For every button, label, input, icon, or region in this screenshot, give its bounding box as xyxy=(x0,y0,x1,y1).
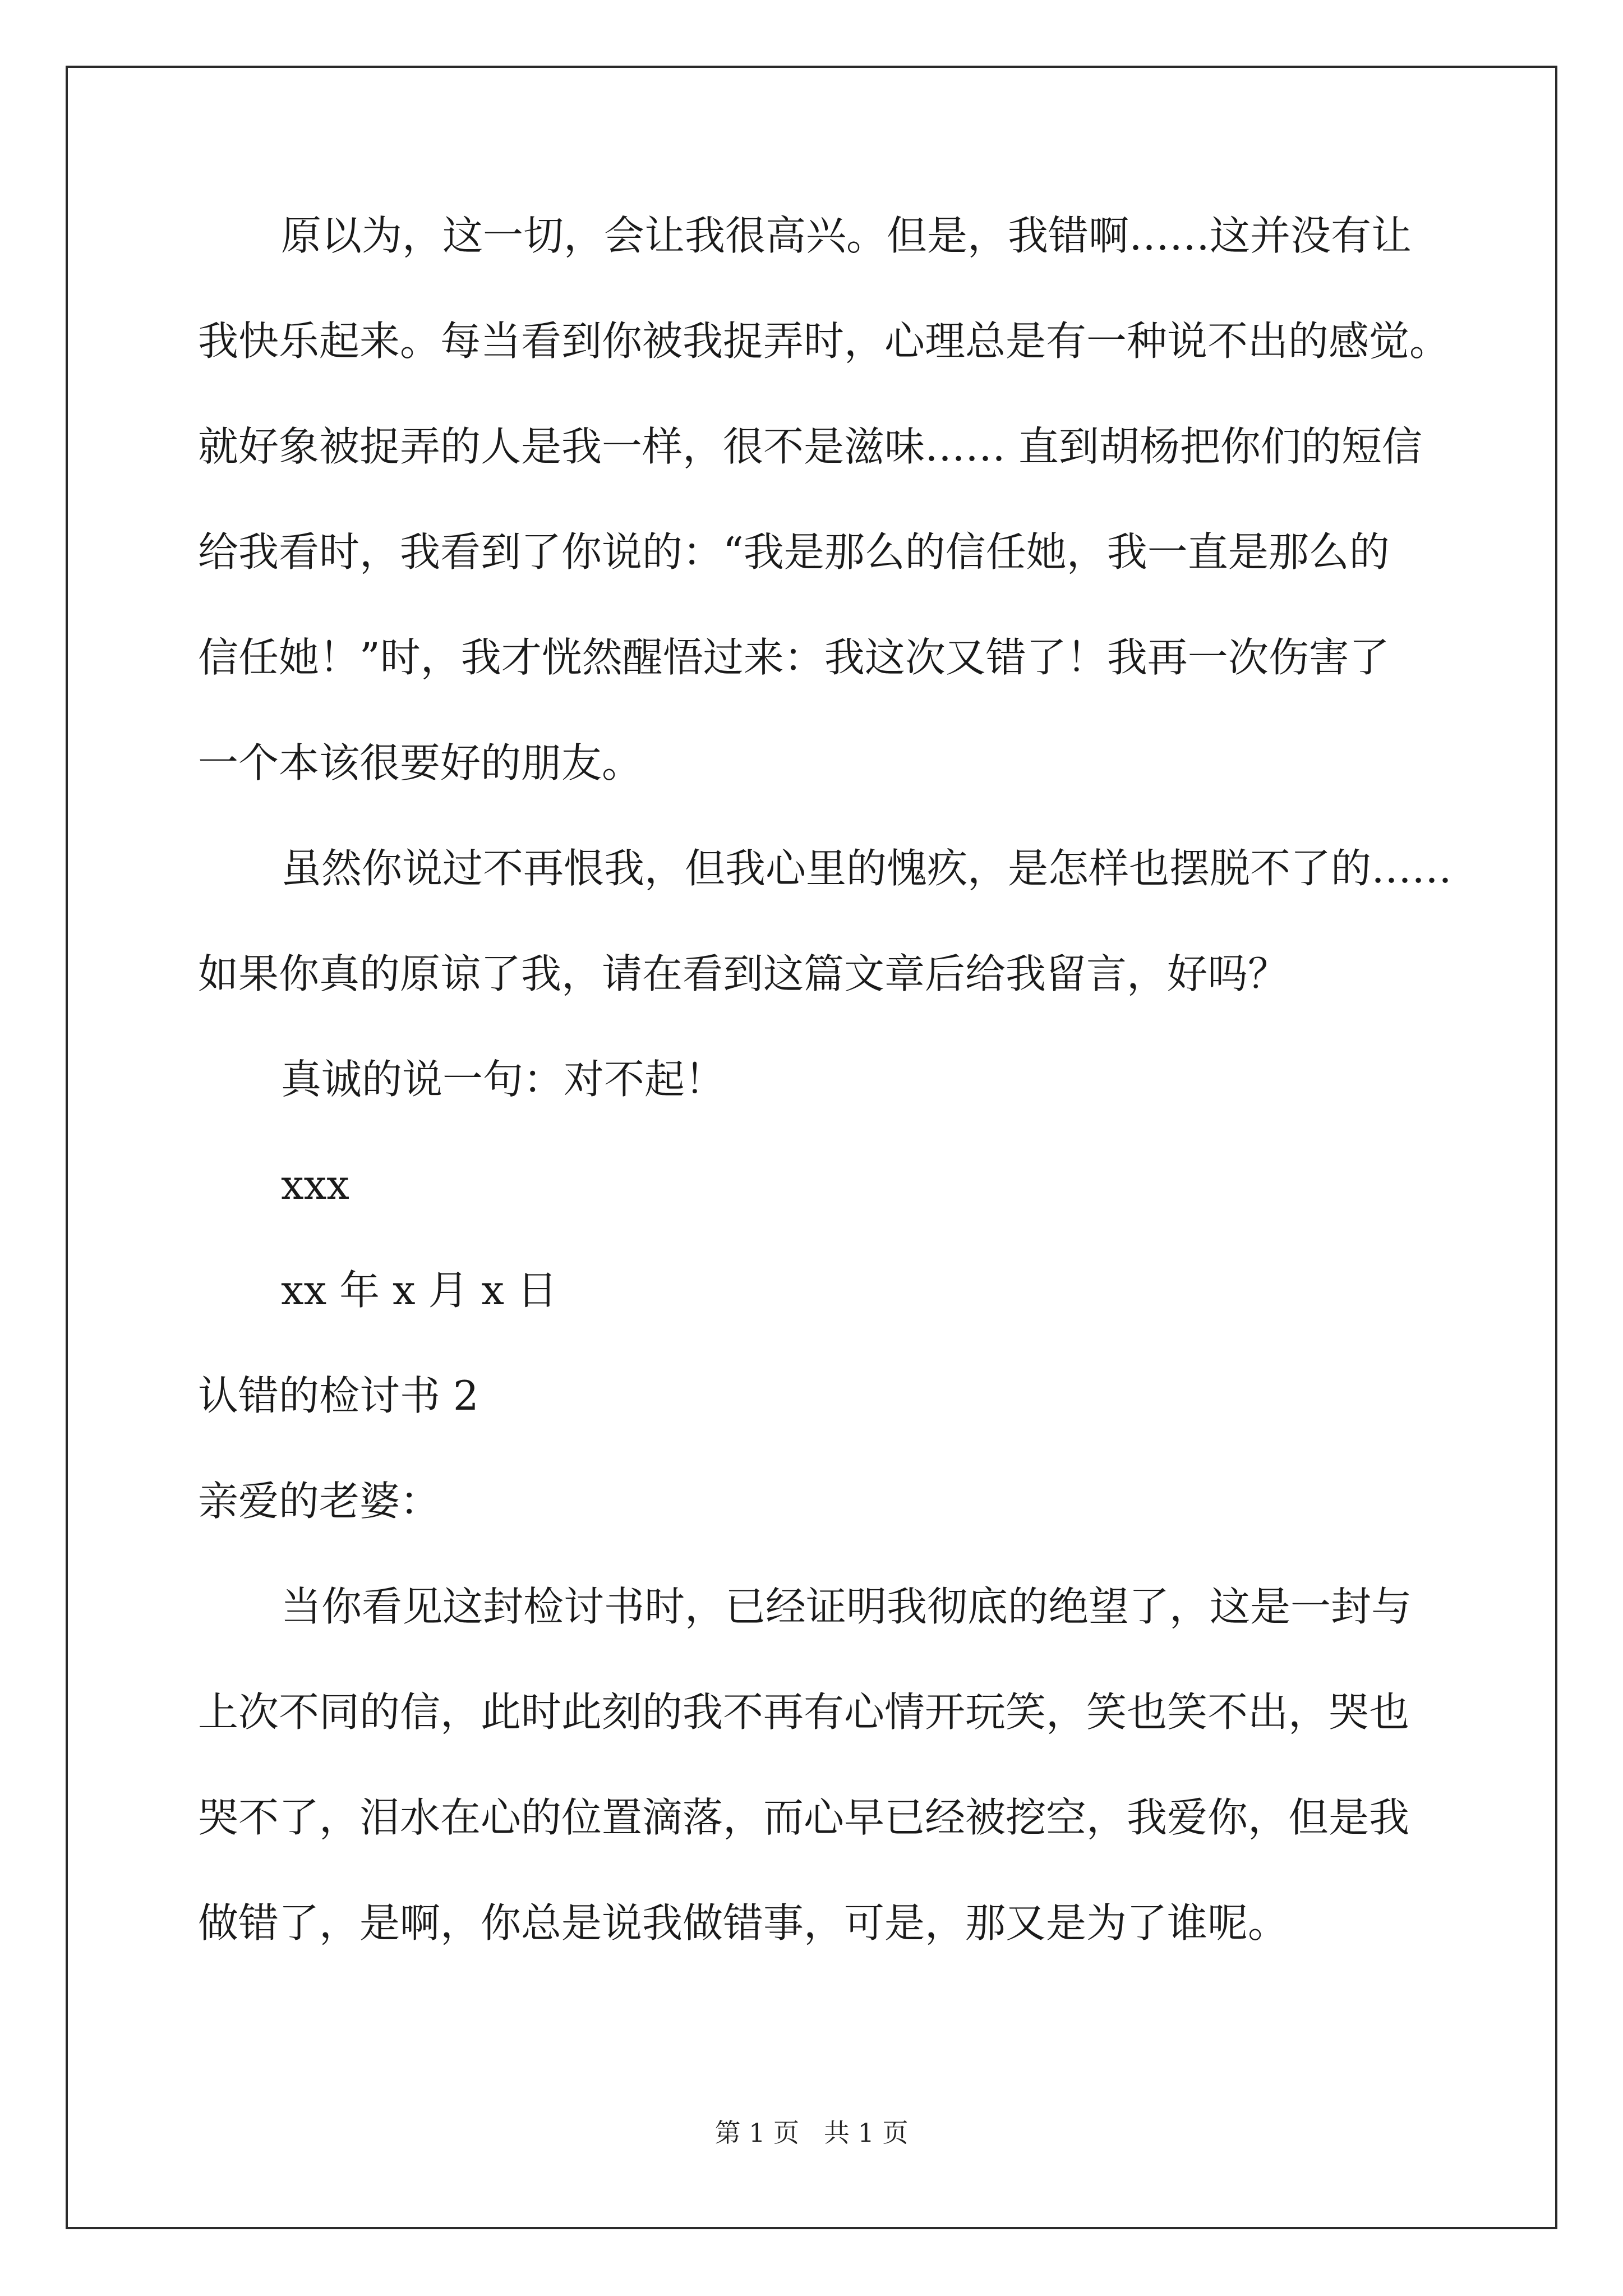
paragraph-line: 虽然你说过不再恨我，但我心里的愧疚，是怎样也摆脱不了的…… xyxy=(281,845,1453,892)
paragraph-line: 如果你真的原谅了我，请在看到这篇文章后给我留言，好吗？ xyxy=(198,950,1289,997)
signature-date: xx 年 x 月 x 日 xyxy=(281,1267,557,1314)
paragraph-line: 上次不同的信，此时此刻的我不再有心情开玩笑，笑也笑不出，哭也 xyxy=(198,1688,1410,1736)
paragraph-line: 当你看见这封检讨书时，已经证明我彻底的绝望了，这是一封与 xyxy=(281,1583,1412,1630)
paragraph-line: 真诚的说一句：对不起！ xyxy=(281,1056,726,1103)
section-title: 认错的检讨书 2 xyxy=(198,1372,479,1419)
paragraph-line: 就好象被捉弄的人是我一样，很不是滋味…… 直到胡杨把你们的短信 xyxy=(198,423,1422,470)
page-footer xyxy=(0,2116,1623,2150)
paragraph-line: 原以为，这一切，会让我很高兴。但是，我错啊……这并没有让 xyxy=(281,212,1412,259)
signature-name: xxx xyxy=(281,1161,349,1208)
salutation: 亲爱的老婆： xyxy=(198,1478,441,1525)
page-total: 共 1 页 xyxy=(823,2118,909,2148)
paragraph-line: 给我看时，我看到了你说的：“我是那么的信任她，我一直是那么的 xyxy=(198,528,1390,576)
paragraph-line: 我快乐起来。每当看到你被我捉弄时，心理总是有一种说不出的感觉。 xyxy=(198,318,1450,365)
paragraph-line: 一个本该很要好的朋友。 xyxy=(198,739,643,786)
paragraph-line: 信任她！”时，我才恍然醒悟过来：我这次又错了！我再一次伤害了 xyxy=(198,634,1390,681)
page-number: 第 1 页 xyxy=(714,2118,800,2148)
paragraph-line: 做错了，是啊，你总是说我做错事，可是，那又是为了谁呢。 xyxy=(198,1899,1289,1947)
paragraph-line: 哭不了，泪水在心的位置滴落，而心早已经被挖空，我爱你，但是我 xyxy=(198,1794,1410,1841)
